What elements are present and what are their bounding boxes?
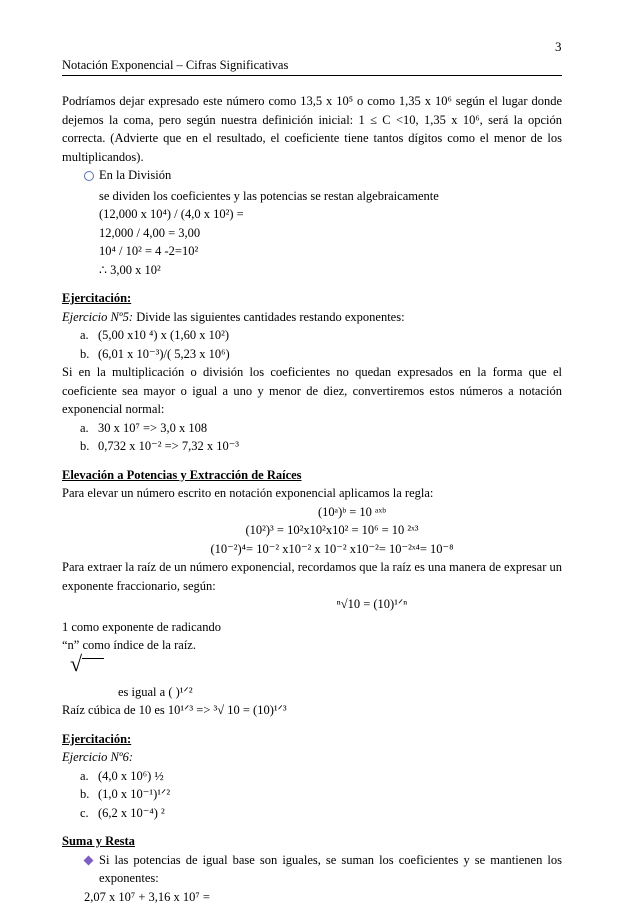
rule-formula: (10²)³ = 10²x10²x10² = 10⁶ = 10 ²ˣ³ [62,521,562,540]
diamond-bullet-icon [84,855,94,865]
exercise-title: Ejercicio Nº5: Divide las siguientes cantidades restando exponentes: [62,308,562,327]
note-paragraph: Si en la multiplicación o división los coeficientes no quedan expresados en la forma que el coeficiente sea mayor o igual a uno y menor de diez, convertiremos estos números a notación exponencial normal: [62,363,562,419]
root-paragraph: Para extraer la raíz de un número exponencial, recordamos que la raíz es una manera de expresar un exponente fraccionario, según: [62,558,562,595]
list-item: b. (6,01 x 10⁻³)/( 5,23 x 10⁶) [62,345,562,364]
section-heading: Suma y Resta [62,832,562,851]
list-item: a. 30 x 10⁷ => 3,0 x 108 [62,419,562,438]
page-header: Notación Exponencial – Cifras Significativas [62,56,288,75]
list-item: a. (4,0 x 10⁶) ½ [62,767,562,786]
rule-formula: (10⁻²)⁴= 10⁻² x10⁻² x 10⁻² x10⁻²= 10⁻²ˣ⁴= 10⁻⁸ [62,540,562,559]
root-diagram [62,655,562,683]
sum-example: 2,07 x 10⁷ + 3,16 x 10⁷ = [62,888,562,906]
section-heading: Ejercitación: [62,730,562,749]
division-line: 10⁴ / 10² = 4 -2=10² [62,242,562,261]
list-item: b. 0,732 x 10⁻² => 7,32 x 10⁻³ [62,437,562,456]
header-rule [62,75,562,76]
list-item: a. (5,00 x10 ⁴) x (1,60 x 10²) [62,326,562,345]
exercise-title: Ejercicio Nº6: [62,748,562,767]
circle-bullet-icon [84,171,94,181]
list-item: c. (6,2 x 10⁻⁴) ² [62,804,562,823]
root-rule: ⁿ√10 = (10)¹ᐟⁿ [62,595,562,614]
page-number: 3 [555,38,562,57]
square-root-icon: √ [70,655,82,674]
section-heading: Ejercitación: [62,289,562,308]
rule-intro: Para elevar un número escrito en notación exponencial aplicamos la regla: [62,484,562,503]
division-title: En la División [99,166,562,185]
intro-paragraph: Podríamos dejar expresado este número como 13,5 x 10⁵ o como 1,35 x 10⁶ según el lugar donde dejemos la coma, pero según nuestra definición inicial: 1 ≤ C <10, 1,35 x 10⁶, será la opción correcta. (Advierte que en el resultado, el coeficiente tiene tantos dígitos como el menor de los multiplicandos). [62,92,562,166]
sum-bullet [62,851,562,888]
page-content [62,92,562,906]
section-heading: Elevación a Potencias y Extracción de Raíces [62,466,562,485]
root-equivalence: es igual a ( )¹ᐟ² [62,683,562,702]
cube-root-line: Raíz cúbica de 10 es 10¹ᐟ³ => ³√ 10 = (10)¹ᐟ³ [62,701,562,720]
division-line: (12,000 x 10⁴) / (4,0 x 10²) = [62,205,562,224]
rule-formula: (10ᵃ)ᵇ = 10 ᵃˣᵇ [62,503,562,522]
root-note: 1 como exponente de radicando [62,618,562,637]
root-note: “n” como índice de la raíz. [62,636,562,655]
root-bar [82,658,104,659]
division-line: se dividen los coeficientes y las potencias se restan algebraicamente [62,187,562,206]
sum-rule: Si las potencias de igual base son iguales, se suman los coeficientes y se mantienen los exponentes: [99,851,562,888]
division-line: 12,000 / 4,00 = 3,00 [62,224,562,243]
division-bullet [62,166,562,187]
list-item: b. (1,0 x 10⁻¹)¹ᐟ² [62,785,562,804]
division-line: ∴ 3,00 x 10² [62,261,562,280]
